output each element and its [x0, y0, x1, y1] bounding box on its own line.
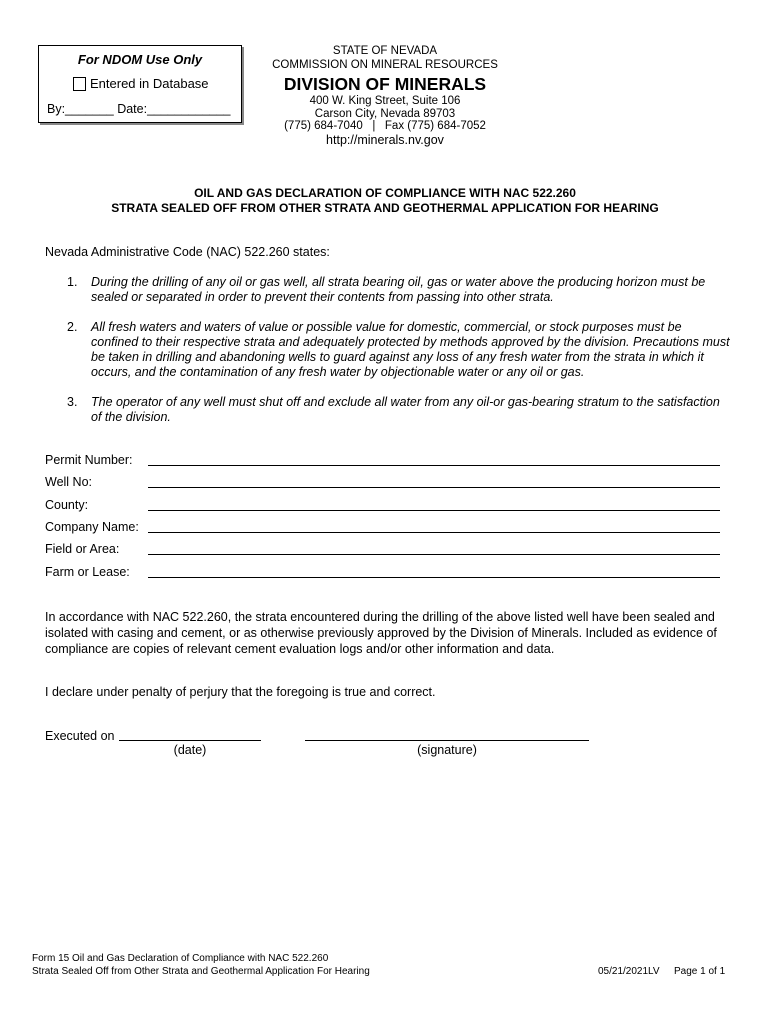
- permit-number-label: Permit Number:: [45, 453, 133, 467]
- permit-number-field[interactable]: [148, 465, 720, 466]
- footer-form-name: Form 15 Oil and Gas Declaration of Compliance with NAC 522.260: [32, 953, 329, 964]
- list-item-number: 3.: [67, 395, 78, 409]
- header-state: STATE OF NEVADA: [332, 45, 438, 57]
- footer-date-code: 05/21/2021LV: [598, 966, 660, 977]
- header-address-city: Carson City, Nevada 89703: [314, 108, 456, 120]
- list-item-text: During the drilling of any oil or gas well, all strata bearing oil, gas or water above the producing horizon must be sealed or separated in order to prevent their contents from passing into other strata.: [91, 275, 706, 304]
- perjury-declaration: I declare under penalty of perjury that the foregoing is true and correct.: [45, 685, 436, 699]
- list-item: [67, 275, 732, 305]
- list-item-number: 2.: [67, 320, 78, 334]
- date-field[interactable]: [119, 740, 261, 741]
- list-item-text: All fresh waters and waters of value or possible value for domestic, commercial, or stock purposes must be confined to their respective strata and adequately protected by methods approved by the division. Precautions must be taken in drilling and abandoning wells to guard against any loss of any fresh water from the strata in which it occurs, and the contamination of any fresh water by objectionable water or any oil or gas.: [91, 320, 730, 379]
- ndom-use-box: [38, 45, 242, 123]
- entered-in-database-label: Entered in Database: [90, 76, 209, 91]
- well-no-label: Well No:: [45, 475, 93, 489]
- by-date-line: By:_______ Date:____________: [47, 102, 231, 116]
- footer-page-number: Page 1 of 1: [674, 966, 726, 977]
- header-phone-fax: (775) 684-7040 | Fax (775) 684-7052: [284, 120, 486, 132]
- form-title-line1: OIL AND GAS DECLARATION OF COMPLIANCE WITH NAC 522.260: [194, 186, 576, 200]
- list-item-text: The operator of any well must shut off and exclude all water from any oil-or gas-bearing stratum to the satisfaction of the division.: [91, 395, 720, 424]
- county-label: County:: [45, 498, 89, 512]
- company-name-field[interactable]: [148, 532, 720, 533]
- list-item: [67, 395, 732, 425]
- form-title-line2: STRATA SEALED OFF FROM OTHER STRATA AND GEOTHERMAL APPLICATION FOR HEARING: [111, 201, 659, 215]
- company-name-label: Company Name:: [45, 520, 139, 534]
- signature-caption: (signature): [417, 743, 477, 757]
- header-address-street: 400 W. King Street, Suite 106: [309, 95, 461, 107]
- county-field[interactable]: [148, 510, 720, 511]
- entered-in-database-checkbox[interactable]: [73, 77, 86, 91]
- farm-or-lease-label: Farm or Lease:: [45, 565, 130, 579]
- field-or-area-label: Field or Area:: [45, 542, 120, 556]
- header-division: DIVISION OF MINERALS: [283, 74, 487, 94]
- date-caption: (date): [173, 743, 207, 757]
- signature-field[interactable]: [305, 740, 589, 741]
- entered-in-database-row: [73, 76, 209, 91]
- field-or-area-field[interactable]: [148, 554, 720, 555]
- ndom-box-title: For NDOM Use Only: [77, 52, 203, 67]
- executed-on-label: Executed on: [45, 729, 115, 743]
- footer-form-subtitle: Strata Sealed Off from Other Strata and Geothermal Application For Hearing: [32, 966, 370, 977]
- list-item: [67, 320, 732, 380]
- list-item-number: 1.: [67, 275, 78, 289]
- farm-or-lease-field[interactable]: [148, 577, 720, 578]
- nac-intro: Nevada Administrative Code (NAC) 522.260 states:: [45, 245, 330, 259]
- header-commission: COMMISSION ON MINERAL RESOURCES: [272, 59, 498, 71]
- well-no-field[interactable]: [148, 487, 720, 488]
- header-url[interactable]: http://minerals.nv.gov: [326, 133, 444, 147]
- accordance-paragraph: In accordance with NAC 522.260, the strata encountered during the drilling of the above listed well have been sealed and isolated with casing and cement, or as otherwise previously approved by the Division of Minerals. Included as evidence of compliance are copies of relevant cement evaluation logs and/or other information and data.: [45, 610, 717, 656]
